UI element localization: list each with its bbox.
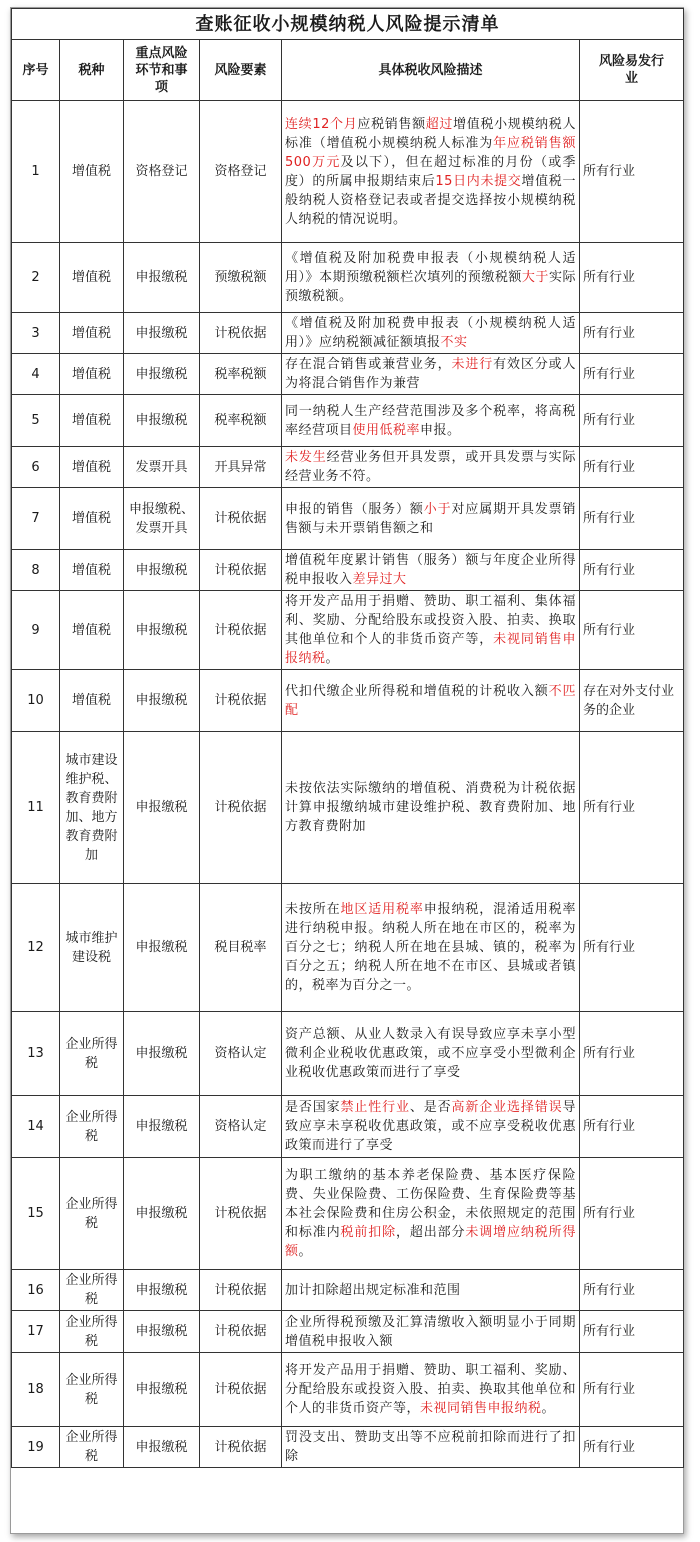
cell-key-link: 申报缴税 <box>124 354 200 395</box>
table-row <box>12 313 684 354</box>
risk-text: 加计扣除超出规定标准和范围 <box>285 1282 461 1298</box>
cell-tax-type: 城市维护建设税 <box>60 884 124 1012</box>
cell-risk-description <box>282 313 580 354</box>
cell-risk-factor: 计税依据 <box>200 1270 282 1311</box>
cell-tax-type: 企业所得税 <box>60 1311 124 1353</box>
risk-text: 是否国家 <box>285 1100 341 1115</box>
cell-risk-description <box>282 591 580 670</box>
header-industry: 风险易发行 业 <box>580 40 684 101</box>
cell-risk-factor: 资格登记 <box>200 101 282 243</box>
cell-key-link: 申报缴税 <box>124 1012 200 1096</box>
cell-seq: 8 <box>12 550 60 591</box>
cell-risk-description <box>282 884 580 1012</box>
document-frame <box>10 7 684 1534</box>
header-seq: 序号 <box>12 40 60 101</box>
cell-industry: 所有行业 <box>580 550 684 591</box>
risk-highlight: 未视同销售申报纳税 <box>420 1401 542 1416</box>
cell-tax-type: 增值税 <box>60 354 124 395</box>
risk-highlight: 税前扣除 <box>340 1225 396 1240</box>
cell-risk-factor: 开具异常 <box>200 447 282 488</box>
cell-risk-factor: 计税依据 <box>200 488 282 550</box>
cell-key-link: 申报缴税 <box>124 1158 200 1270</box>
cell-tax-type: 企业所得税 <box>60 1012 124 1096</box>
risk-highlight: 未视同销售申报纳税 <box>285 632 576 666</box>
risk-highlight: 未发生 <box>285 450 327 465</box>
cell-risk-description <box>282 395 580 447</box>
risk-text: 罚没支出、赞助支出等不应税前扣除而进行了扣除 <box>285 1430 576 1464</box>
cell-risk-factor: 计税依据 <box>200 313 282 354</box>
risk-highlight: 未进行 <box>451 357 494 372</box>
table-row <box>12 1158 684 1270</box>
table-row <box>12 670 684 732</box>
cell-seq: 18 <box>12 1353 60 1427</box>
cell-risk-description <box>282 101 580 243</box>
risk-highlight: 大于 <box>521 270 549 285</box>
risk-text: 将开发产品用于捐赠、赞助、职工福利、集体福利、奖励、分配给股东或投资入股、拍卖、换取其他单位和个人的非货币资产等， <box>285 594 576 647</box>
cell-industry: 所有行业 <box>580 1427 684 1468</box>
risk-text: 、是否 <box>409 1100 452 1115</box>
table-row <box>12 1270 684 1311</box>
table-row <box>12 395 684 447</box>
risk-highlight: 超过 <box>425 116 454 132</box>
cell-tax-type: 增值税 <box>60 670 124 732</box>
risk-text: 同一纳税人生产经营范围涉及多个税率，将高税率经营项目 <box>285 403 576 438</box>
cell-tax-type: 增值税 <box>60 447 124 488</box>
cell-seq: 2 <box>12 243 60 313</box>
cell-tax-type: 增值税 <box>60 395 124 447</box>
cell-risk-factor: 税目税率 <box>200 884 282 1012</box>
cell-key-link: 申报缴税 <box>124 732 200 884</box>
cell-risk-factor: 资格认定 <box>200 1096 282 1158</box>
cell-industry: 所有行业 <box>580 591 684 670</box>
cell-industry: 所有行业 <box>580 243 684 313</box>
risk-text: 增值税一般纳税人资格登记表或者提交选择按小规模纳税人纳税的情况说明。 <box>285 173 576 227</box>
table-row <box>12 1311 684 1353</box>
cell-seq: 4 <box>12 354 60 395</box>
cell-risk-description <box>282 354 580 395</box>
cell-risk-description <box>282 732 580 884</box>
header-risk-description: 具体税收风险描述 <box>282 40 580 101</box>
cell-seq: 15 <box>12 1158 60 1270</box>
cell-industry: 所有行业 <box>580 488 684 550</box>
cell-industry: 存在对外支付业务的企业 <box>580 670 684 732</box>
cell-risk-factor: 计税依据 <box>200 550 282 591</box>
cell-seq: 5 <box>12 395 60 447</box>
cell-risk-factor: 税率税额 <box>200 395 282 447</box>
risk-highlight: 小于 <box>423 501 452 517</box>
cell-risk-description <box>282 550 580 591</box>
table-row <box>12 1096 684 1158</box>
cell-tax-type: 企业所得税 <box>60 1096 124 1158</box>
table-body <box>12 101 684 1468</box>
table-row <box>12 884 684 1012</box>
header-risk-factor: 风险要素 <box>200 40 282 101</box>
risk-highlight: 差异过大 <box>352 572 407 587</box>
risk-text: 有效区分或人为将混合销售作为兼营 <box>285 357 576 391</box>
cell-risk-factor: 计税依据 <box>200 1427 282 1468</box>
risk-text: 申报纳税，混淆适用税率进行纳税申报。纳税人所在地在市区的，税率为百分之七；纳税人所在地在县城、镇的，税率为百分之五；纳税人所在地不在市区、县城或者镇的，税率为百分之一。 <box>285 902 576 993</box>
cell-risk-factor: 计税依据 <box>200 670 282 732</box>
cell-tax-type: 增值税 <box>60 488 124 550</box>
table-row <box>12 732 684 884</box>
risk-text: 《增值税及附加税费申报表（小规模纳税人适用）》应纳税额减征额填报 <box>285 316 576 350</box>
document-title: 查账征收小规模纳税人风险提示清单 <box>12 9 684 40</box>
cell-key-link: 申报缴税 <box>124 884 200 1012</box>
risk-text: 对应属期开具发票销售额与未开票销售额之和 <box>285 501 576 536</box>
cell-risk-factor: 计税依据 <box>200 1158 282 1270</box>
cell-key-link: 申报缴税 <box>124 670 200 732</box>
cell-seq: 13 <box>12 1012 60 1096</box>
cell-risk-description <box>282 1311 580 1353</box>
risk-highlight: 未调增应纳税所得额 <box>285 1225 576 1259</box>
cell-seq: 1 <box>12 101 60 243</box>
risk-text: 申报。 <box>420 422 461 438</box>
cell-risk-factor: 税率税额 <box>200 354 282 395</box>
risk-text: 增值税小规模纳税人标准（增值税小规模纳税人标准为 <box>285 116 576 151</box>
table-row <box>12 354 684 395</box>
cell-tax-type: 企业所得税 <box>60 1158 124 1270</box>
risk-text: 应税销售额 <box>357 116 426 132</box>
cell-key-link: 申报缴税、发票开具 <box>124 488 200 550</box>
table-row <box>12 1012 684 1096</box>
cell-risk-description <box>282 670 580 732</box>
cell-risk-factor: 计税依据 <box>200 732 282 884</box>
cell-risk-factor: 计税依据 <box>200 591 282 670</box>
header-tax-type: 税种 <box>60 40 124 101</box>
cell-key-link: 申报缴税 <box>124 395 200 447</box>
risk-text: 。 <box>298 1244 313 1259</box>
risk-highlight: 不匹配 <box>285 683 576 718</box>
cell-tax-type: 增值税 <box>60 243 124 313</box>
cell-risk-factor: 计税依据 <box>200 1311 282 1353</box>
cell-seq: 10 <box>12 670 60 732</box>
risk-text: 代扣代缴企业所得税和增值税的计税收入额 <box>285 683 549 699</box>
risk-highlight: 地区适用税率 <box>340 902 424 917</box>
table-row <box>12 447 684 488</box>
cell-tax-type: 城市建设维护税、教育费附加、地方教育费附加 <box>60 732 124 884</box>
risk-highlight: 使用低税率 <box>352 422 421 438</box>
cell-industry: 所有行业 <box>580 101 684 243</box>
risk-highlight: 15日内未提交 <box>435 173 522 189</box>
cell-risk-description <box>282 1353 580 1427</box>
cell-seq: 3 <box>12 313 60 354</box>
risk-highlight: 高新企业选择错误 <box>451 1100 563 1115</box>
cell-tax-type: 增值税 <box>60 101 124 243</box>
cell-risk-description <box>282 1158 580 1270</box>
cell-key-link: 申报缴税 <box>124 1270 200 1311</box>
risk-table <box>11 8 684 1468</box>
cell-key-link: 申报缴税 <box>124 313 200 354</box>
header-row <box>12 40 684 101</box>
cell-seq: 19 <box>12 1427 60 1468</box>
table-row <box>12 243 684 313</box>
cell-seq: 6 <box>12 447 60 488</box>
risk-text: 为职工缴纳的基本养老保险费、基本医疗保险费、失业保险费、工伤保险费、生育保险费等基本社会保险费和住房公积金，未依照规定的范围和标准内 <box>285 1168 576 1240</box>
cell-tax-type: 企业所得税 <box>60 1270 124 1311</box>
cell-industry: 所有行业 <box>580 395 684 447</box>
title-row <box>12 9 684 40</box>
cell-tax-type: 企业所得税 <box>60 1427 124 1468</box>
cell-key-link: 申报缴税 <box>124 1353 200 1427</box>
risk-highlight: 禁止性行业 <box>340 1100 410 1115</box>
risk-text: 及以下），但在超过标准的月份（或季度）的所属申报期结束后 <box>285 154 576 189</box>
risk-text: 资产总额、从业人数录入有误导致应享未享小型微利企业税收优惠政策，或不应享受小型微利企业税收优惠政策而进行了享受 <box>285 1027 576 1080</box>
cell-risk-description <box>282 1270 580 1311</box>
cell-risk-factor: 计税依据 <box>200 1353 282 1427</box>
risk-text: 未按依法实际缴纳的增值税、消费税为计税依据计算申报缴纳城市建设维护税、教育费附加、地方教育费附加 <box>285 781 576 834</box>
cell-tax-type: 增值税 <box>60 550 124 591</box>
cell-tax-type: 增值税 <box>60 591 124 670</box>
cell-risk-description <box>282 447 580 488</box>
risk-highlight: 不实 <box>440 335 468 350</box>
cell-risk-description <box>282 243 580 313</box>
cell-key-link: 申报缴税 <box>124 591 200 670</box>
risk-highlight: 连续12个月 <box>285 116 358 132</box>
table-row <box>12 1353 684 1427</box>
risk-text: 存在混合销售或兼营业务， <box>285 357 452 372</box>
cell-industry: 所有行业 <box>580 1353 684 1427</box>
cell-risk-factor: 资格认定 <box>200 1012 282 1096</box>
cell-risk-description <box>282 1427 580 1468</box>
cell-seq: 12 <box>12 884 60 1012</box>
table-row <box>12 591 684 670</box>
risk-text: 实际预缴税额。 <box>285 270 576 304</box>
cell-seq: 7 <box>12 488 60 550</box>
cell-key-link: 申报缴税 <box>124 1311 200 1353</box>
cell-risk-description <box>282 1012 580 1096</box>
header-key-link: 重点风险 环节和事 项 <box>124 40 200 101</box>
cell-key-link: 申报缴税 <box>124 550 200 591</box>
cell-tax-type: 增值税 <box>60 313 124 354</box>
risk-highlight: 年应税销售额500万元 <box>285 135 576 170</box>
cell-seq: 16 <box>12 1270 60 1311</box>
risk-text: 经营业务但开具发票，或开具发票与实际经营业务不符。 <box>285 450 576 484</box>
cell-tax-type: 企业所得税 <box>60 1353 124 1427</box>
table-row <box>12 101 684 243</box>
cell-industry: 所有行业 <box>580 313 684 354</box>
cell-risk-description <box>282 488 580 550</box>
risk-text: 未按所在 <box>285 902 341 917</box>
risk-text: 。 <box>325 651 340 666</box>
cell-industry: 所有行业 <box>580 884 684 1012</box>
risk-text: 导致应享未享税收优惠政策，或不应享受税收优惠政策而进行了享受 <box>285 1100 576 1153</box>
cell-industry: 所有行业 <box>580 732 684 884</box>
risk-text: 。 <box>541 1401 556 1416</box>
cell-industry: 所有行业 <box>580 1158 684 1270</box>
cell-industry: 所有行业 <box>580 1012 684 1096</box>
cell-industry: 所有行业 <box>580 1270 684 1311</box>
risk-text: 申报的销售（服务）额 <box>285 501 424 517</box>
risk-text: 增值税年度累计销售（服务）额与年度企业所得税申报收入 <box>285 553 576 587</box>
cell-seq: 17 <box>12 1311 60 1353</box>
cell-seq: 11 <box>12 732 60 884</box>
risk-text: 《增值税及附加税费申报表（小规模纳税人适用）》本期预缴税额栏次填列的预缴税额 <box>285 251 576 285</box>
cell-key-link: 申报缴税 <box>124 1427 200 1468</box>
table-row <box>12 550 684 591</box>
risk-text: ，超出部分 <box>396 1225 466 1240</box>
cell-key-link: 资格登记 <box>124 101 200 243</box>
cell-risk-description <box>282 1096 580 1158</box>
table-row <box>12 488 684 550</box>
cell-seq: 14 <box>12 1096 60 1158</box>
cell-key-link: 申报缴税 <box>124 1096 200 1158</box>
table-row <box>12 1427 684 1468</box>
risk-text: 将开发产品用于捐赠、赞助、职工福利、奖励、分配给股东或投资入股、拍卖、换取其他单位和个人的非货币资产等， <box>285 1363 576 1416</box>
cell-industry: 所有行业 <box>580 1311 684 1353</box>
cell-seq: 9 <box>12 591 60 670</box>
cell-key-link: 申报缴税 <box>124 243 200 313</box>
cell-industry: 所有行业 <box>580 447 684 488</box>
cell-risk-factor: 预缴税额 <box>200 243 282 313</box>
cell-key-link: 发票开具 <box>124 447 200 488</box>
risk-text: 企业所得税预缴及汇算清缴收入额明显小于同期增值税申报收入额 <box>285 1314 576 1349</box>
cell-industry: 所有行业 <box>580 1096 684 1158</box>
cell-industry: 所有行业 <box>580 354 684 395</box>
